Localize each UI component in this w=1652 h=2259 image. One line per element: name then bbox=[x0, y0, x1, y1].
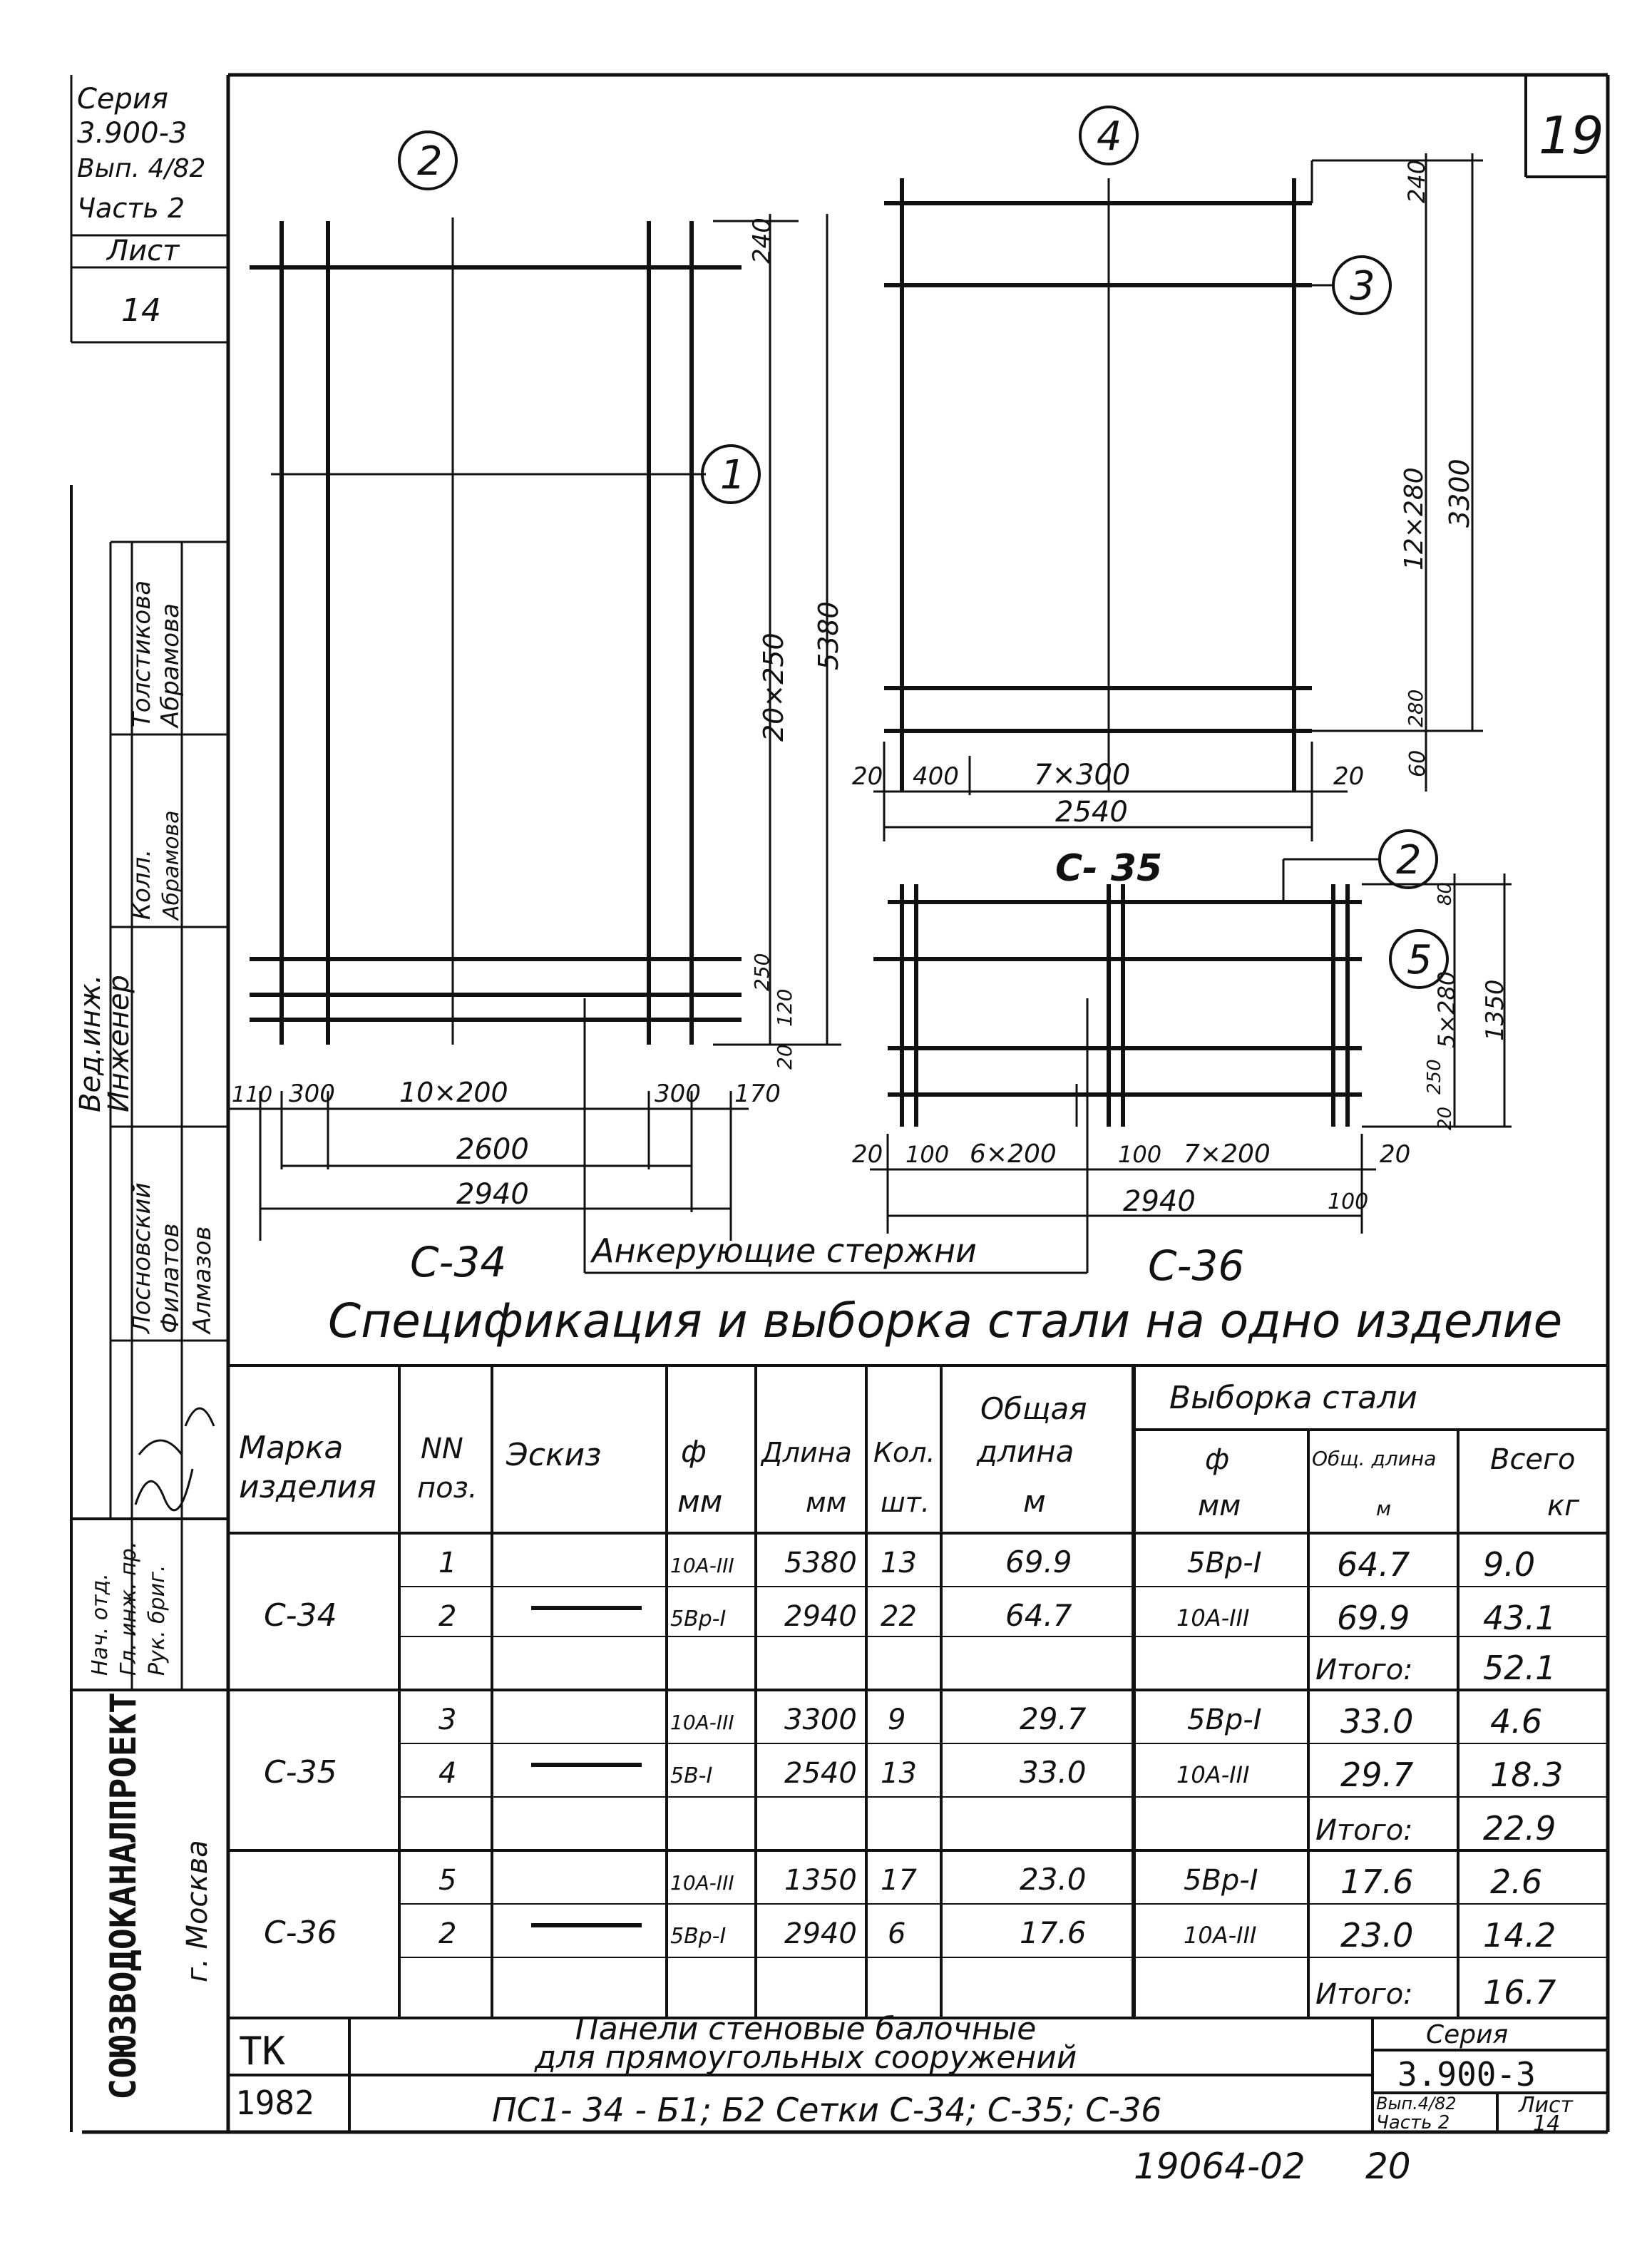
position-marker-4: 4 bbox=[1097, 113, 1122, 160]
cell-total-length: 23.0 bbox=[1020, 1862, 1087, 1897]
header-sketch: Эскиз bbox=[506, 1437, 602, 1473]
dim-5380: 5380 bbox=[813, 601, 844, 670]
anchor-bars-label: Анкерующие стержни bbox=[592, 1231, 977, 1270]
title-year: 1982 bbox=[235, 2084, 314, 2122]
side-name-tolstikova: Толстикова bbox=[128, 580, 156, 727]
dim-7x200: 7×200 bbox=[1184, 1139, 1271, 1169]
total-mass: 52.1 bbox=[1483, 1649, 1556, 1687]
dim-80: 80 bbox=[1435, 881, 1456, 906]
title-tk: ТК bbox=[239, 2029, 286, 2074]
side-role-head-dept: Нач. отд. bbox=[88, 1573, 113, 1676]
header-selection-diameter: ф мм bbox=[1198, 1443, 1241, 1522]
side-role-chief-engineer: Гл. инж. пр. bbox=[116, 1541, 141, 1676]
dim-300-left: 300 bbox=[289, 1080, 335, 1108]
cell-total-length: 29.7 bbox=[1020, 1701, 1087, 1736]
cell-length: 5380 bbox=[784, 1547, 857, 1579]
cell-sel-diameter: 10А-III bbox=[1184, 1922, 1257, 1949]
dim-60: 60 bbox=[1405, 749, 1430, 777]
header-selection-length: Общ. длина м bbox=[1312, 1447, 1437, 1520]
dim-2940: 2940 bbox=[456, 1178, 529, 1211]
corner-stamp bbox=[71, 75, 228, 342]
cell-sel-length: 17.6 bbox=[1340, 1863, 1414, 1901]
dim-280: 280 bbox=[1404, 689, 1427, 727]
dim-2940: 2940 bbox=[1123, 1185, 1196, 1218]
row-mark: С-35 bbox=[264, 1754, 337, 1791]
dim-20-right: 20 bbox=[1333, 762, 1365, 791]
cell-total-length: 69.9 bbox=[1005, 1545, 1072, 1579]
side-name-abramova-sign: Абрамова bbox=[159, 810, 184, 920]
cell-diameter: 5В-I bbox=[670, 1763, 713, 1788]
row-mark: С-36 bbox=[264, 1915, 337, 1951]
cell-sel-diameter: 5Вр-I bbox=[1187, 1704, 1262, 1736]
spec-title: Спецификация и выборка стали на одно изделие bbox=[328, 1294, 1563, 1348]
stamp-issue: Вып. 4/82 bbox=[77, 154, 206, 183]
cell-sel-diameter: 5Вр-I bbox=[1187, 1547, 1262, 1579]
dim-20: 20 bbox=[773, 1044, 796, 1070]
cell-sel-length: 29.7 bbox=[1340, 1756, 1414, 1794]
cell-length: 1350 bbox=[784, 1864, 857, 1897]
header-mark: Марка изделия bbox=[239, 1430, 376, 1505]
drawing-label-c34: С-34 bbox=[410, 1238, 507, 1286]
cell-pos: 2 bbox=[438, 1600, 457, 1633]
dim-12x280: 12×280 bbox=[1400, 467, 1429, 570]
side-role-engineer: Инженер bbox=[103, 975, 135, 1112]
cell-sel-length: 64.7 bbox=[1337, 1545, 1410, 1584]
cell-sel-mass: 14.2 bbox=[1483, 1916, 1556, 1955]
drawing-c35 bbox=[852, 107, 1483, 890]
stamp-sheet-number: 14 bbox=[121, 292, 161, 329]
header-diameter: ф мм bbox=[677, 1434, 723, 1519]
cell-pos: 1 bbox=[438, 1547, 457, 1579]
position-marker-2: 2 bbox=[417, 138, 443, 185]
cell-diameter: 10А-III bbox=[670, 1711, 734, 1734]
side-name-abramova: Абрамова bbox=[156, 603, 185, 727]
title-series-label: Серия bbox=[1426, 2020, 1509, 2049]
side-name-koll: Колл. bbox=[128, 849, 156, 920]
dim-250: 250 bbox=[750, 953, 774, 991]
signature-marks bbox=[135, 1408, 214, 1510]
cell-total-length: 17.6 bbox=[1020, 1915, 1087, 1950]
cell-sel-diameter: 5Вр-I bbox=[1184, 1864, 1258, 1897]
page-number: 20 bbox=[1365, 2146, 1411, 2187]
cell-length: 3300 bbox=[784, 1704, 857, 1736]
stamp-sheet-label: Лист bbox=[107, 235, 180, 267]
cell-qty: 9 bbox=[888, 1704, 906, 1736]
position-marker-5: 5 bbox=[1407, 937, 1432, 983]
dim-100-left: 100 bbox=[905, 1141, 950, 1168]
cell-total-length: 64.7 bbox=[1005, 1598, 1072, 1633]
position-marker-2: 2 bbox=[1396, 837, 1422, 883]
cell-sel-length: 69.9 bbox=[1337, 1599, 1410, 1637]
dim-240: 240 bbox=[748, 217, 776, 264]
cell-length: 2940 bbox=[784, 1917, 857, 1950]
cell-sel-diameter: 10А-III bbox=[1176, 1604, 1250, 1631]
dim-5x280: 5×280 bbox=[1433, 970, 1460, 1048]
dim-20-left: 20 bbox=[852, 762, 883, 791]
dim-2600: 2600 bbox=[456, 1133, 529, 1166]
side-name-almazov: Алмазов bbox=[188, 1226, 217, 1333]
stamp-series-label: Серия bbox=[77, 83, 168, 116]
dim-100-right: 100 bbox=[1328, 1189, 1369, 1214]
cell-diameter: 5Вр-I bbox=[670, 1924, 727, 1949]
dim-300-right: 300 bbox=[655, 1080, 701, 1108]
header-length: Длина мм bbox=[761, 1437, 852, 1518]
side-role-lead-engineer: Вед.инж. bbox=[74, 974, 107, 1112]
drawing-c36 bbox=[852, 831, 1512, 1290]
title-sheet-label: Лист bbox=[1519, 2093, 1574, 2118]
cell-total-length: 33.0 bbox=[1020, 1755, 1087, 1790]
position-marker-1: 1 bbox=[720, 452, 746, 498]
cell-sel-mass: 9.0 bbox=[1483, 1545, 1536, 1584]
sheet-corner-number: 19 bbox=[1539, 106, 1604, 165]
drawing-label-c36: С-36 bbox=[1148, 1241, 1245, 1290]
cell-qty: 6 bbox=[888, 1917, 906, 1950]
title-part: Часть 2 bbox=[1376, 2112, 1450, 2134]
stamp-part: Часть 2 bbox=[77, 193, 185, 224]
cell-diameter: 10А-III bbox=[670, 1554, 734, 1577]
title-series-code: 3.900-3 bbox=[1397, 2055, 1536, 2094]
cell-sel-diameter: 10А-III bbox=[1176, 1761, 1250, 1788]
side-role-brigade-leader: Рук. бриг. bbox=[145, 1564, 170, 1676]
dim-100-mid: 100 bbox=[1118, 1141, 1162, 1168]
dim-6x200: 6×200 bbox=[970, 1139, 1057, 1169]
side-org-name: СОЮЗВОДОКАНАЛПРОЕКТ bbox=[103, 1692, 144, 2100]
dim-3300: 3300 bbox=[1444, 459, 1475, 528]
cell-pos: 3 bbox=[438, 1704, 457, 1736]
header-total-length: Общая длина м bbox=[977, 1391, 1087, 1519]
cell-qty: 13 bbox=[881, 1547, 917, 1579]
header-qty: Кол. шт. bbox=[873, 1437, 935, 1518]
dim-170: 170 bbox=[734, 1080, 781, 1108]
cell-pos: 2 bbox=[438, 1917, 457, 1950]
dim-20-left: 20 bbox=[852, 1140, 883, 1169]
side-name-losnovsky: Лосновский bbox=[128, 1182, 156, 1333]
dim-20-right: 20 bbox=[1380, 1140, 1411, 1169]
dim-20x250: 20×250 bbox=[758, 632, 789, 742]
cell-sel-mass: 18.3 bbox=[1490, 1756, 1564, 1794]
title-issue: Вып.4/82 bbox=[1376, 2094, 1457, 2114]
total-label: Итого: bbox=[1315, 1978, 1413, 2011]
cell-diameter: 10А-III bbox=[670, 1871, 734, 1895]
dim-120: 120 bbox=[773, 988, 796, 1027]
dim-20-vertical: 20 bbox=[1435, 1106, 1456, 1130]
archive-number: 19064-02 bbox=[1134, 2146, 1305, 2187]
position-marker-3: 3 bbox=[1350, 263, 1375, 309]
title-line-3: ПС1- 34 - Б1; Б2 Сетки С-34; С-35; С-36 bbox=[492, 2091, 1162, 2129]
header-steel-selection: Выборка стали bbox=[1169, 1380, 1417, 1416]
dim-1350: 1350 bbox=[1481, 979, 1509, 1041]
title-sheet-number: 14 bbox=[1533, 2111, 1561, 2136]
cell-sel-mass: 4.6 bbox=[1490, 1702, 1543, 1741]
dim-400: 400 bbox=[913, 762, 959, 791]
drawing-label-c35: С- 35 bbox=[1055, 847, 1163, 890]
cell-diameter: 5Вр-I bbox=[670, 1607, 727, 1631]
title-line-1: Панели стеновые балочные bbox=[575, 2011, 1037, 2047]
dim-10x200: 10×200 bbox=[399, 1077, 508, 1108]
title-block bbox=[228, 2011, 1608, 2136]
cell-pos: 5 bbox=[438, 1864, 457, 1897]
cell-sel-mass: 2.6 bbox=[1490, 1863, 1543, 1901]
left-side-column bbox=[71, 485, 228, 2132]
side-org-city: г. Москва bbox=[181, 1840, 214, 1982]
cell-qty: 22 bbox=[881, 1600, 917, 1633]
cell-qty: 17 bbox=[881, 1864, 917, 1897]
header-selection-mass: Всего кг bbox=[1490, 1443, 1580, 1522]
header-pos: NN поз. bbox=[417, 1433, 478, 1505]
spec-table bbox=[228, 1366, 1608, 2018]
title-line-2: для прямоугольных сооружений bbox=[534, 2039, 1077, 2076]
total-mass: 16.7 bbox=[1483, 1973, 1556, 2012]
total-mass: 22.9 bbox=[1483, 1809, 1556, 1848]
drawing-c34 bbox=[228, 132, 1087, 1286]
cell-sel-mass: 43.1 bbox=[1483, 1599, 1556, 1637]
dim-2540: 2540 bbox=[1055, 796, 1128, 829]
stamp-series-code: 3.900-3 bbox=[77, 117, 188, 150]
side-name-filatov: Филатов bbox=[156, 1223, 185, 1333]
dim-7x300: 7×300 bbox=[1034, 759, 1131, 792]
dim-240: 240 bbox=[1403, 159, 1430, 203]
dim-110: 110 bbox=[232, 1082, 273, 1107]
cell-sel-length: 23.0 bbox=[1340, 1916, 1414, 1955]
cell-length: 2540 bbox=[784, 1757, 857, 1790]
dim-250: 250 bbox=[1424, 1059, 1445, 1095]
cell-pos: 4 bbox=[438, 1757, 457, 1790]
cell-length: 2940 bbox=[784, 1600, 857, 1633]
cell-sel-length: 33.0 bbox=[1340, 1702, 1414, 1741]
row-mark: С-34 bbox=[264, 1597, 337, 1634]
cell-qty: 13 bbox=[881, 1757, 917, 1790]
total-label: Итого: bbox=[1315, 1814, 1413, 1847]
total-label: Итого: bbox=[1315, 1654, 1413, 1686]
